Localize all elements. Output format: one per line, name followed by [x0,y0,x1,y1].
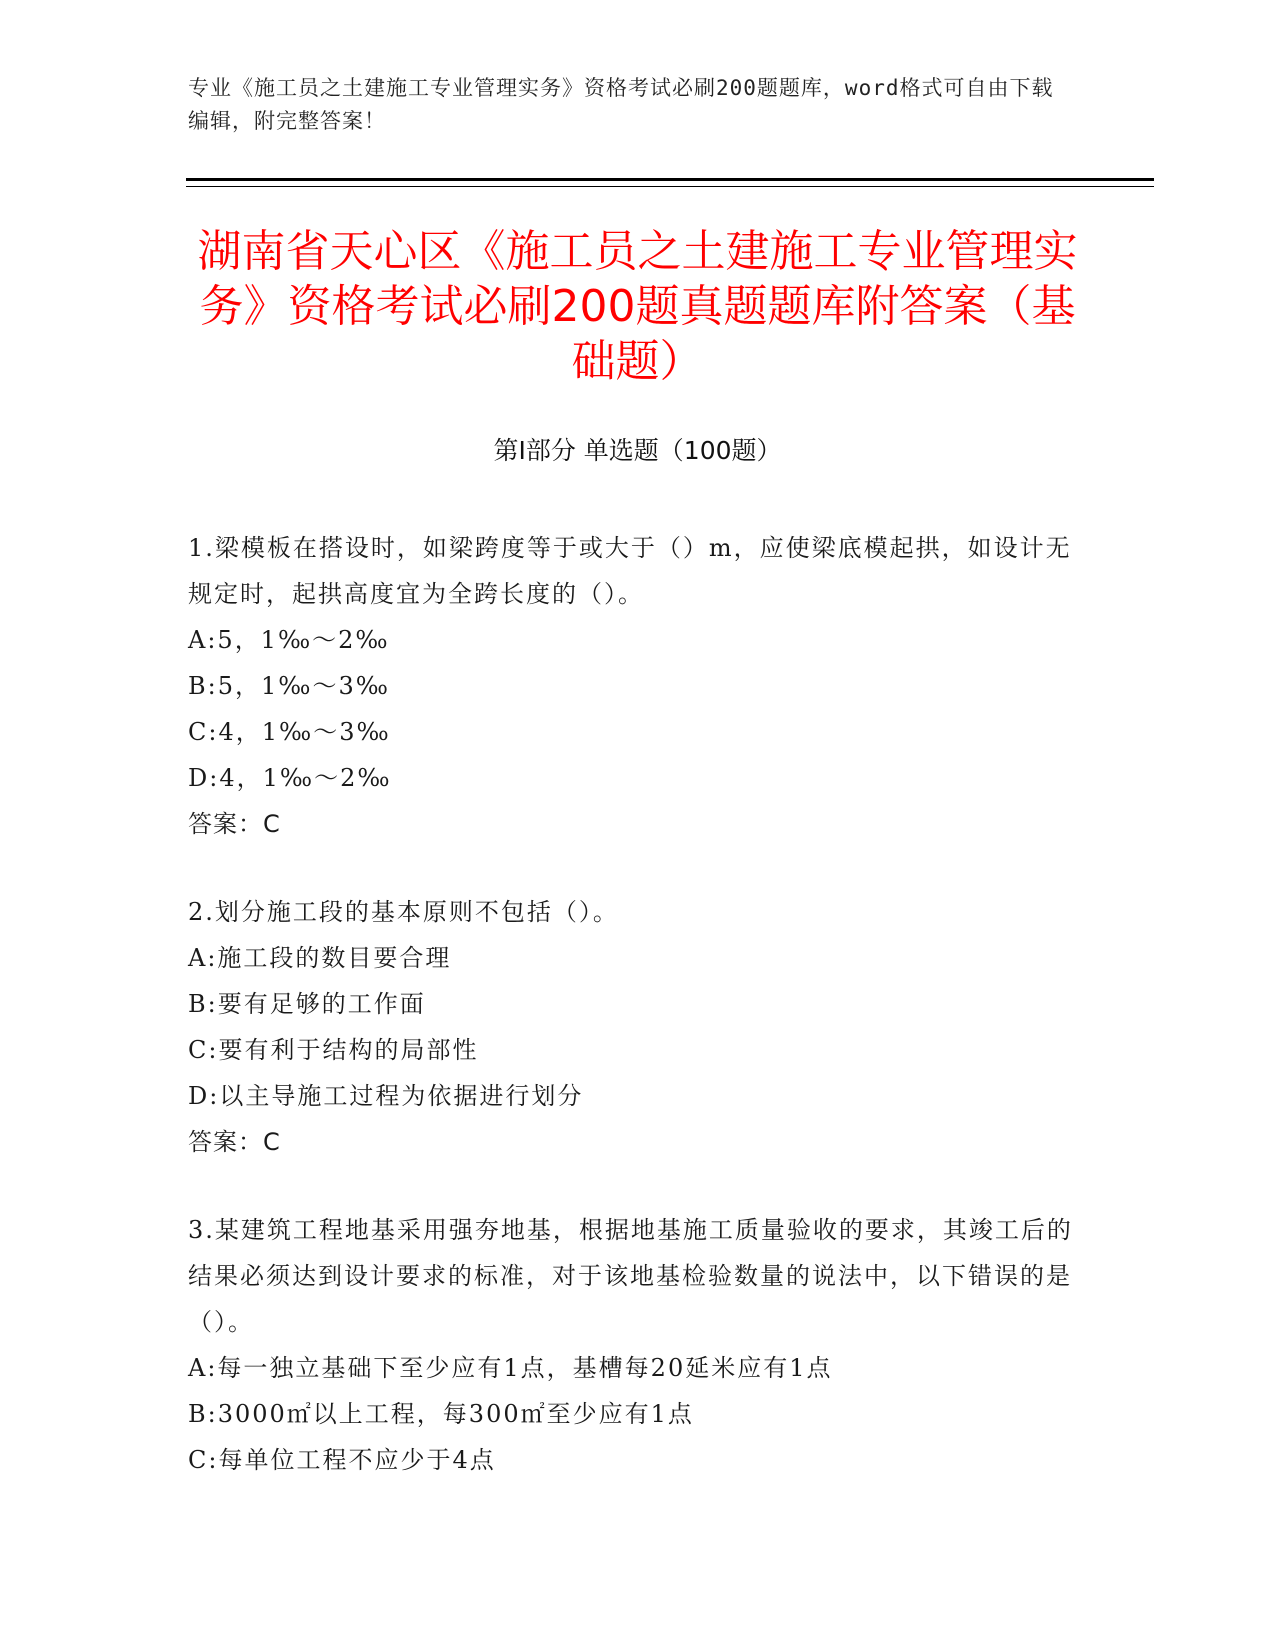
option-a: A:施工段的数目要合理 [188,944,452,972]
question-stem: 1.梁模板在搭设时，如梁跨度等于或大于（）m，应使梁底模起拱，如设计无规定时，起拱高度宜为全跨长度的（）。 [188,534,1072,608]
document-title: 湖南省天心区《施工员之土建施工专业管理实务》资格考试必刷200题真题题库附答案（基础题） [197,226,1078,387]
header-note: 专业《施工员之土建施工专业管理实务》资格考试必刷200题题库，word格式可自由下载编辑，附完整答案！ [188,76,1054,133]
header-divider-thin [186,186,1154,187]
option-c: C:4，1‰～3‰ [188,718,391,746]
answer: 答案：C [188,1128,281,1156]
option-d: D:以主导施工过程为依据进行划分 [188,1082,584,1110]
question-1 [188,525,1078,847]
question-2 [188,889,1078,1165]
option-b: B:3000㎡以上工程，每300㎡至少应有1点 [188,1400,694,1428]
question-stem: 3.某建筑工程地基采用强夯地基，根据地基施工质量验收的要求，其竣工后的结果必须达到设计要求的标准，对于该地基检验数量的说法中，以下错误的是（）。 [188,1216,1073,1336]
question-list [188,525,1078,1525]
question-3 [188,1207,1078,1483]
option-c: C:每单位工程不应少于4点 [188,1446,496,1474]
option-a: A:每一独立基础下至少应有1点，基槽每20延米应有1点 [188,1354,833,1382]
option-d: D:4，1‰～2‰ [188,764,392,792]
option-c: C:要有利于结构的局部性 [188,1036,479,1064]
option-b: B:5，1‰～3‰ [188,672,390,700]
header-divider-thick [186,178,1154,181]
answer: 答案：C [188,810,281,838]
section-title: 第Ⅰ部分 单选题（100题） [493,436,782,465]
question-stem: 2.划分施工段的基本原则不包括（）。 [188,898,619,926]
option-b: B:要有足够的工作面 [188,990,426,1018]
option-a: A:5，1‰～2‰ [188,626,390,654]
